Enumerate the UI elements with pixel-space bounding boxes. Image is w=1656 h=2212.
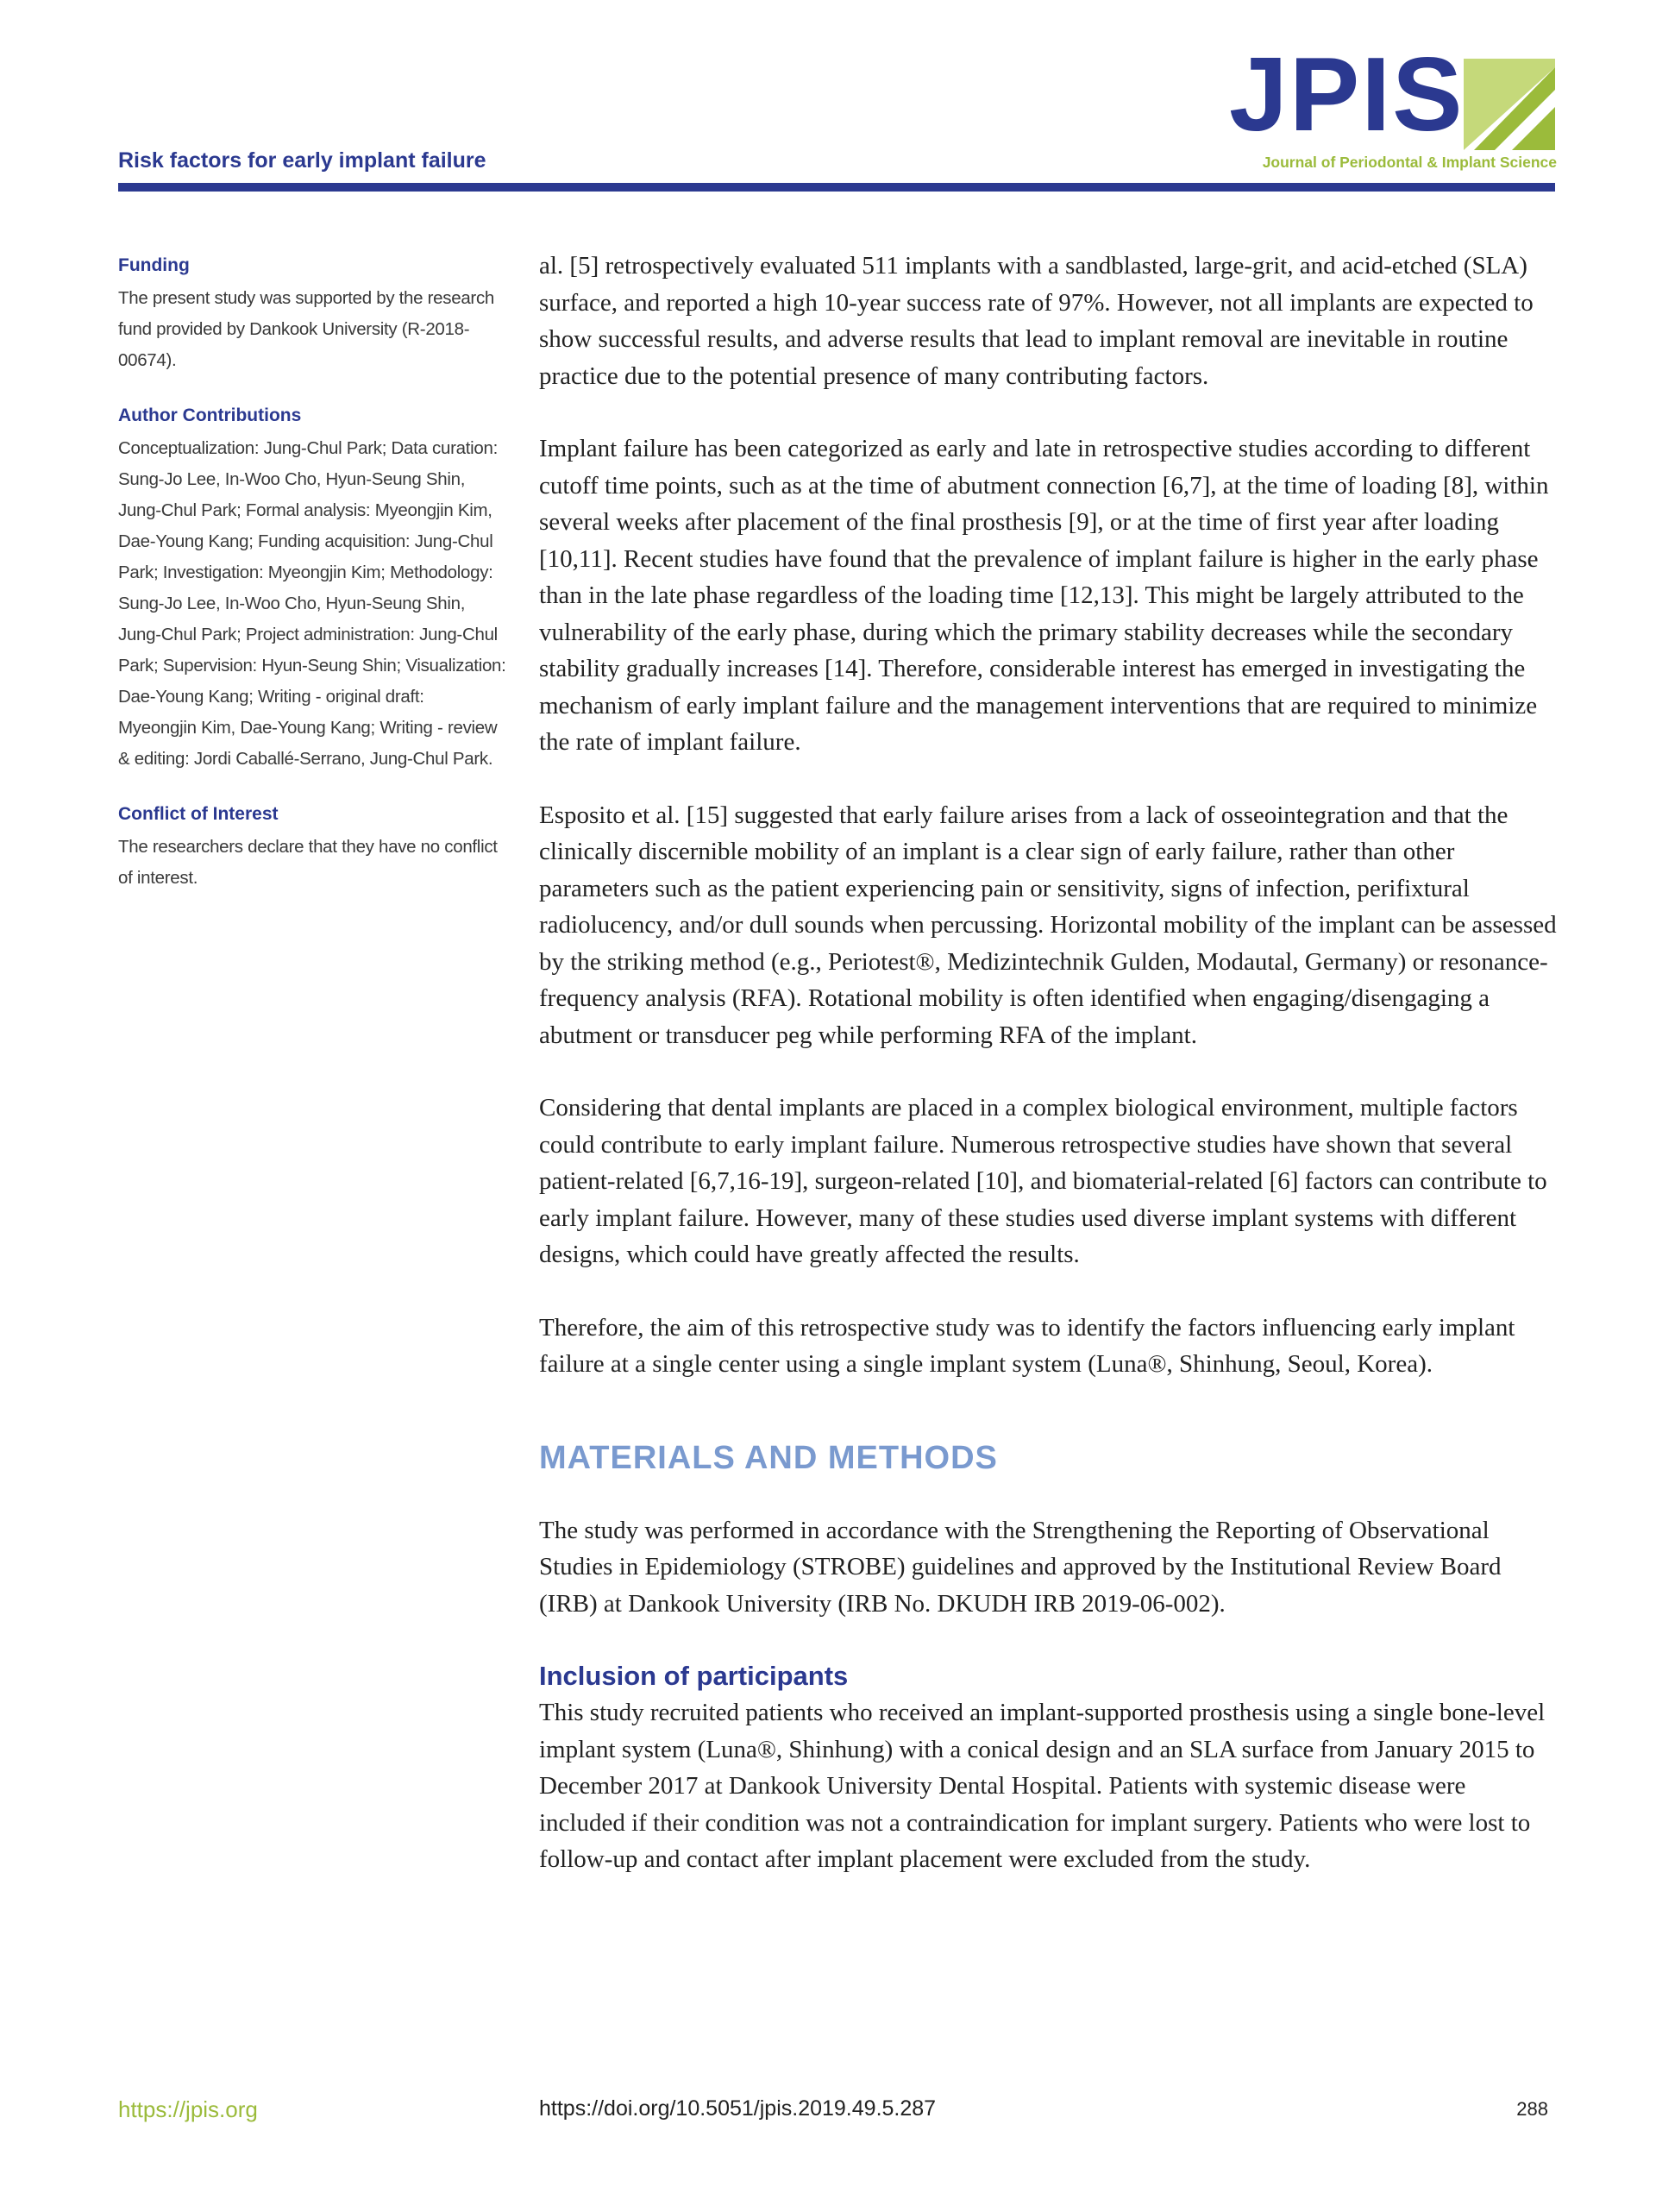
body-paragraph: Therefore, the aim of this retrospective study was to identify the factors influencing early implant failure at a single center using a single implant system (Luna®, Shinhung, Seoul, Korea). (539, 1313, 1515, 1378)
author-contributions-block (118, 402, 506, 775)
logo-arrow-icon (1464, 59, 1555, 150)
conflict-heading: Conflict of Interest (118, 804, 279, 824)
body-paragraph: Considering that dental implants are placed in a complex biological environment, multiple factors could contribute to early implant failure. Numerous retrospective studies have shown that several patient-related [6,7,16-19], surgeon-related [10], and biomaterial-related [6] factors can contribute to early implant failure. However, many of these studies used diverse implant systems with different designs, which could have greatly affected the results. (539, 1094, 1547, 1268)
sidebar (118, 252, 506, 920)
logo-text: JPIS (1229, 35, 1465, 153)
doi-link[interactable]: https://doi.org/10.5051/jpis.2019.49.5.287 (539, 2096, 937, 2121)
methods-intro-paragraph: The study was performed in accordance with the Strengthening the Reporting of Observational Studies in Epidemiology (STROBE) guidelines and approved by the Institutional Review Board (IRB) at Dankook University (IRB No. DKUDH IRB 2019-06-002). (539, 1516, 1502, 1618)
main-column (539, 248, 1557, 1914)
funding-text: The present study was supported by the research fund provided by Dankook University (R-2018-00674). (118, 288, 495, 370)
body-paragraph: Implant failure has been categorized as early and late in retrospective studies according to different cutoff time points, such as at the time of abutment connection [6,7], at the time of loading [8], within several weeks after placement of the final prosthesis [9], or at the time of first year after loading [10,11]. Recent studies have found that the prevalence of implant failure is higher in the early phase than in the late phase regardless of the loading time [12,13]. This might be largely attributed to the vulnerability of the early phase, during which the primary stability decreases while the secondary stability gradually increases [14]. Therefore, considerable interest has emerged in investigating the mechanism of early implant failure and the management interventions that are required to minimize the rate of implant failure. (539, 435, 1549, 756)
conflict-text: The researchers declare that they have no conflict of interest. (118, 837, 498, 888)
page-number: 288 (1516, 2098, 1548, 2120)
author-contributions-heading: Author Contributions (118, 405, 302, 425)
running-title: Risk factors for early implant failure (118, 148, 486, 173)
funding-block (118, 252, 506, 376)
body-paragraph: Esposito et al. [15] suggested that early failure arises from a lack of osseointegration and that the clinically discernible mobility of an implant is a clear sign of early failure, rather than other parameters such as the patient experiencing pain or sensitivity, signs of infection, perifixtural radiolucency, and/or dull sounds when percussing. Horizontal mobility of the implant can be assessed by the striking method (e.g., Periotest®, Medizintechnik Gulden, Modautal, Germany) or resonance-frequency analysis (RFA). Rotational mobility is often identified when engaging/disengaging a abutment or transducer peg while performing RFA of the implant. (539, 801, 1557, 1049)
conflict-block (118, 801, 506, 894)
inclusion-paragraph: This study recruited patients who received an implant-supported prosthesis using a single bone-level implant system (Luna®, Shinhung) with a conical design and an SLA surface from January 2015 to December 2017 at Dankook University Dental Hospital. Patients with systemic disease were included if their condition was not a contraindication for implant surgery. Patients who were lost to follow-up and contact after implant placement were excluded from the study. (539, 1699, 1546, 1873)
subsection-title: Inclusion of participants (539, 1661, 849, 1691)
funding-heading: Funding (118, 255, 190, 275)
section-title: MATERIALS AND METHODS (539, 1439, 998, 1476)
logo-subtitle: Journal of Periodontal & Implant Science (1262, 154, 1557, 171)
author-contributions-text: Conceptualization: Jung-Chul Park; Data curation: Sung-Jo Lee, In-Woo Cho, Hyun-Seung Shin, Jung-Chul Park; Formal analysis: Myeongjin Kim, Dae-Young Kang; Funding acquisition: Jung-Chul Park; Investigation: Myeongjin Kim; Methodology: Sung-Jo Lee, In-Woo Cho, Hyun-Seung Shin, Jung-Chul Park; Project administration: Jung-Chul Park; Supervision: Hyun-Seung Shin; Visualization: Dae-Young Kang; Writing - original draft: Myeongjin Kim, Dae-Young Kang; Writing - review & editing: Jordi Caballé-Serrano, Jung-Chul Park. (118, 438, 506, 769)
body-paragraph: al. [5] retrospectively evaluated 511 implants with a sandblasted, large-grit, and acid-etched (SLA) surface, and reported a high 10-year success rate of 97%. However, not all implants are expected to show successful results, and adverse results that lead to implant removal are inevitable in routine practice due to the potential presence of many contributing factors. (539, 252, 1534, 390)
journal-logo (1229, 35, 1557, 173)
header-rule (118, 183, 1555, 192)
site-link[interactable]: https://jpis.org (118, 2096, 258, 2122)
